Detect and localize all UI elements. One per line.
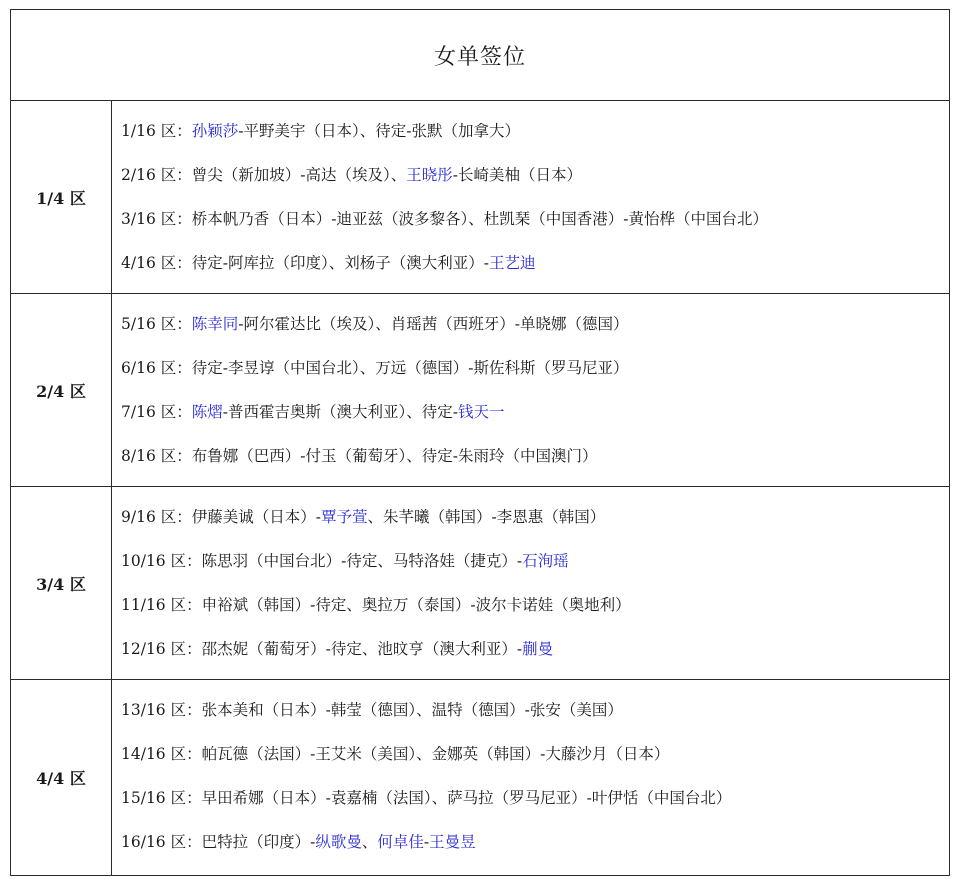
line-text: 12/16 区：邵杰妮（葡萄牙）-待定、池旼亨（澳大利亚）- [121,640,523,658]
line-text: 9/16 区：伊藤美诚（日本）- [121,508,321,526]
line-text: 15/16 区：早田希娜（日本）-袁嘉楠（法国）、萨马拉（罗马尼亚）-叶伊恬（中国台北） [121,789,732,807]
line-text: 、朱芊曦（韩国）-李恩惠（韩国） [367,508,606,526]
draw-line [121,495,949,539]
line-text: - [423,833,430,851]
draw-line [121,109,949,153]
highlighted-player: 蒯曼 [522,640,554,658]
section-label: 3/4 区 [11,487,112,679]
highlighted-player: 钱天一 [457,403,505,421]
draw-line [121,776,949,820]
highlighted-player: 陈幸同 [191,315,239,333]
draw-line [121,346,949,390]
draw-section [11,487,949,680]
section-lines [112,101,949,293]
line-text: -普西霍吉奥斯（澳大利亚）、待定- [222,403,458,421]
draw-line [121,434,949,478]
draw-line [121,732,949,776]
line-text: 3/16 区：桥本帆乃香（日本）-迪亚兹（波多黎各）、杜凯琹（中国香港）-黄怡桦（中国台北） [121,210,768,228]
line-text: 、 [361,833,378,851]
draw-line [121,539,949,583]
draw-line [121,583,949,627]
section-lines [112,680,949,875]
title-row [11,10,949,101]
draw-line [121,302,949,346]
draw-section [11,294,949,487]
section-label: 2/4 区 [11,294,112,486]
draw-table [10,9,950,876]
section-label: 4/4 区 [11,680,112,875]
highlighted-player: 何卓佳 [377,833,424,851]
highlighted-player: 纵歌曼 [315,833,362,851]
highlighted-player: 王晓彤 [406,166,453,184]
highlighted-player: 陈熠 [191,403,223,421]
sections-container [11,101,949,875]
draw-line [121,390,949,434]
section-lines [112,294,949,486]
highlighted-player: 王曼昱 [429,833,476,851]
draw-line [121,241,949,285]
line-text: 1/16 区： [121,122,192,140]
line-text: 14/16 区：帕瓦德（法国）-王艾米（美国）、金娜英（韩国）-大藤沙月（日本） [121,745,670,763]
line-text: 5/16 区： [121,315,192,333]
draw-section [11,101,949,294]
draw-line [121,153,949,197]
line-text: 6/16 区：待定-李昱谆（中国台北）、万远（德国）-斯佐科斯（罗马尼亚） [121,359,629,377]
line-text: 2/16 区：曾尖（新加坡）-高达（埃及）、 [121,166,407,184]
page-title: 女单签位 [433,44,526,70]
line-text: -阿尔霍达比（埃及）、肖瑶茜（西班牙）-单晓娜（德国） [238,315,629,333]
section-label: 1/4 区 [11,101,112,293]
line-text: 11/16 区：申裕斌（韩国）-待定、奥拉万（泰国）-波尔卡诺娃（奥地利） [121,596,631,614]
line-text: 8/16 区：布鲁娜（巴西）-付玉（葡萄牙）、待定-朱雨玲（中国澳门） [121,447,598,465]
highlighted-player: 孙颖莎 [191,122,239,140]
highlighted-player: 覃予萱 [320,508,368,526]
section-lines [112,487,949,679]
highlighted-player: 石洵瑶 [522,552,569,570]
draw-line [121,197,949,241]
line-text: -平野美宇（日本）、待定-张默（加拿大） [238,122,520,140]
line-text: 4/16 区：待定-阿库拉（印度）、刘杨子（澳大利亚）- [121,254,489,272]
line-text: -长崎美柚（日本） [452,166,582,184]
line-text: 13/16 区：张本美和（日本）-韩莹（德国）、温特（德国）-张安（美国） [121,701,623,719]
draw-line [121,627,949,671]
draw-line [121,820,949,864]
line-text: 16/16 区：巴特拉（印度）- [121,833,316,851]
line-text: 10/16 区：陈思羽（中国台北）-待定、马特洛娃（捷克）- [121,552,523,570]
draw-line [121,688,949,732]
draw-section [11,680,949,875]
line-text: 7/16 区： [121,403,192,421]
highlighted-player: 王艺迪 [488,254,536,272]
